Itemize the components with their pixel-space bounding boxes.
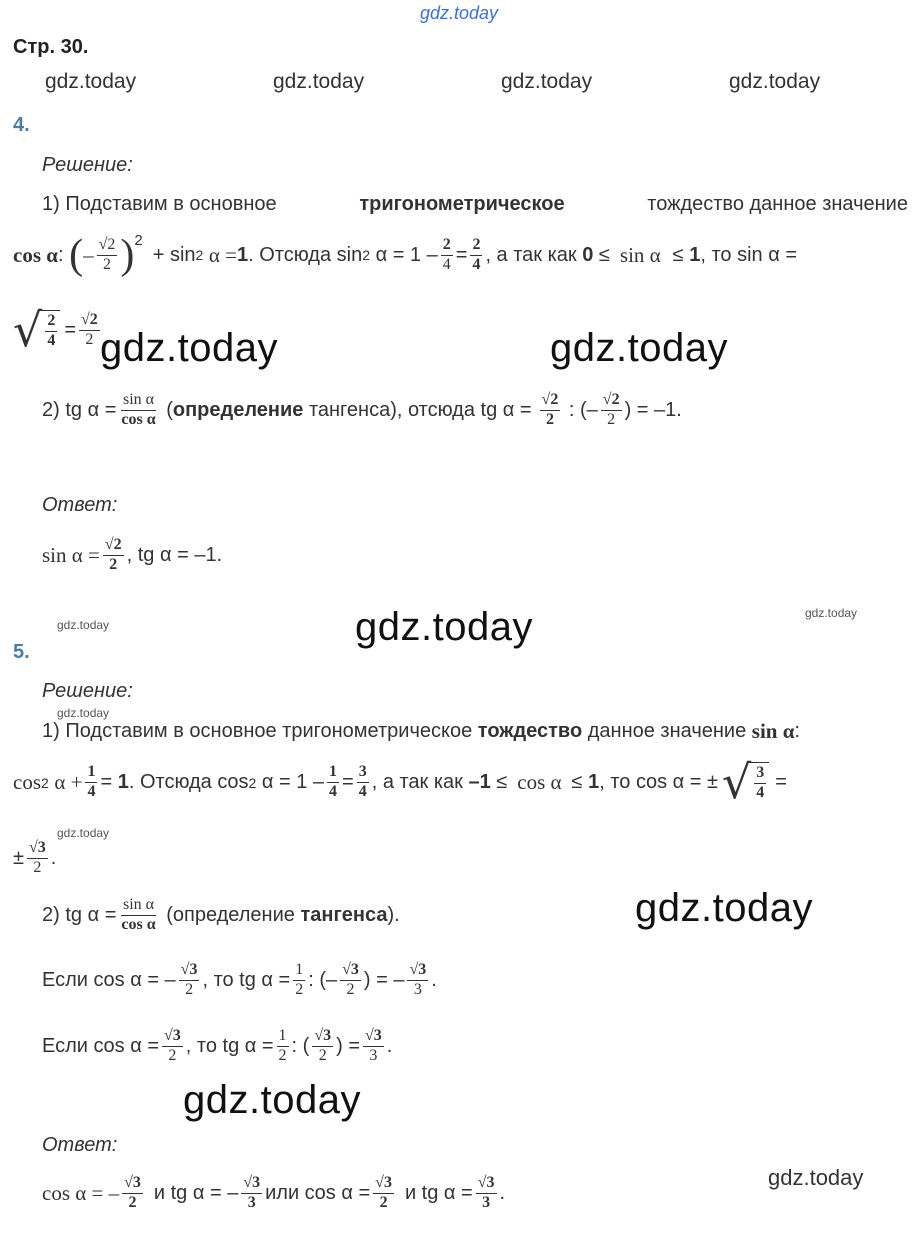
task5-step2: 2) tg α = $\frac{\text{sin α}}{\text{cos α}}$ (определение тангенса ).	[42, 896, 400, 933]
task4-step1-start: 1) Подставим в основное	[42, 193, 277, 215]
task4-cos-alpha: cos α	[13, 242, 58, 267]
sqrt-fraction: √ $\frac{2}{4}$	[13, 310, 60, 351]
task5-answer: cos α = – $\frac{√3}{2}$ и tg α = – $\frac{√3}{3}$ или cos α = $\frac{√3}{2}$ и tg α = $\frac{√3}{3}$ .	[42, 1174, 506, 1211]
fraction-2-4: $\frac{2}{4}$	[442, 235, 451, 273]
task5-step1-line1: 1) Подставим в основное тригонометрическое тождество данное значение sin α :	[42, 719, 800, 743]
task4-answer: sin α = $\frac{√2}{2}$ , tg α = –1.	[42, 536, 223, 573]
fraction-sqrt2-2: $\frac{√2}{2}$	[98, 235, 116, 273]
watermark-top: gdz.today	[420, 3, 499, 23]
watermark-big-3: gdz.today	[355, 605, 533, 649]
page-header: Стр. 30.	[13, 36, 89, 58]
watermark-small-2: gdz.today	[805, 606, 858, 620]
task4-step1-bold: тригонометрическое	[359, 193, 565, 215]
watermark-small-3: gdz.today	[57, 706, 110, 720]
task5-case2: Если cos α = $\frac{√3}{2}$ , то tg α = $\frac{1}{2}$ : ( $\frac{√3}{2}$ ) = $\frac{√3}{3}$ .	[42, 1027, 393, 1064]
watermark-row-1: gdz.today	[45, 70, 137, 93]
task5-step1-line2: cos 2 α + $\frac{1}{4}$ = 1 . Отсюда cos 2 α = 1 – $\frac{1}{4}$ = $\frac{3}{4}$ , а так как –1 ≤ cos α ≤ 1 , то cos α = ± √ $\frac{3}{4}$ =	[13, 755, 787, 809]
watermark-big-1: gdz.today	[100, 326, 278, 370]
watermark-row-3: gdz.today	[501, 70, 593, 93]
watermark-row-4: gdz.today	[729, 70, 821, 93]
fraction-2-4-bold: $\frac{2}{4}$	[472, 235, 481, 273]
task5-case1: Если cos α = – $\frac{√3}{2}$ , то tg α = $\frac{1}{2}$ : (– $\frac{√3}{2}$ ) = – $\frac{√3}{3}$ .	[42, 961, 437, 998]
task5-answer-label: Ответ:	[42, 1134, 118, 1156]
task4-solution-label: Решение:	[42, 154, 133, 176]
fraction-sin-cos: $\frac{\text{sin α}}{\text{cos α}}$	[121, 391, 156, 428]
watermark-big-5: gdz.today	[183, 1078, 361, 1122]
right-paren: )	[120, 232, 135, 278]
watermark-small-1: gdz.today	[57, 618, 110, 632]
task5-step1-line3: ± $\frac{√3}{2}$ .	[13, 839, 57, 876]
task4-number: 4.	[13, 114, 30, 136]
left-paren: (	[69, 232, 84, 278]
task4-step1-line2: cos α : ( – $\frac{√2}{2}$ ) 2 + sin 2 α = 1 . Отсюда sin 2 α = 1 – $\frac{2}{4}$ = $\frac{2}{4}$ , а так как 0 ≤ sin α ≤ 1 , то sin α =	[13, 232, 797, 278]
task4-step1-line1	[42, 193, 908, 216]
task4-step2: 2) tg α = $\frac{\text{sin α}}{\text{cos α}}$ ( определение тангенса), отсюда tg α = $\frac{√2}{2}$ : (– $\frac{√2}{2}$ ) = –1.	[42, 391, 682, 428]
task5-solution-label: Решение:	[42, 680, 133, 702]
task5-number: 5.	[13, 641, 30, 663]
watermark-big-2: gdz.today	[550, 326, 728, 370]
watermark-big-4: gdz.today	[635, 886, 813, 930]
task4-step1-end: тождество данное значение	[647, 193, 908, 215]
fraction-sqrt2-2-result: $\frac{√2}{2}$	[81, 311, 98, 349]
watermark-mid-bottom: gdz.today	[768, 1165, 864, 1190]
task4-step1-line3: √ $\frac{2}{4}$ = $\frac{√2}{2}$	[13, 303, 98, 357]
task4-answer-label: Ответ:	[42, 494, 118, 516]
watermark-row-2: gdz.today	[273, 70, 365, 93]
watermark-small-4: gdz.today	[57, 826, 110, 840]
